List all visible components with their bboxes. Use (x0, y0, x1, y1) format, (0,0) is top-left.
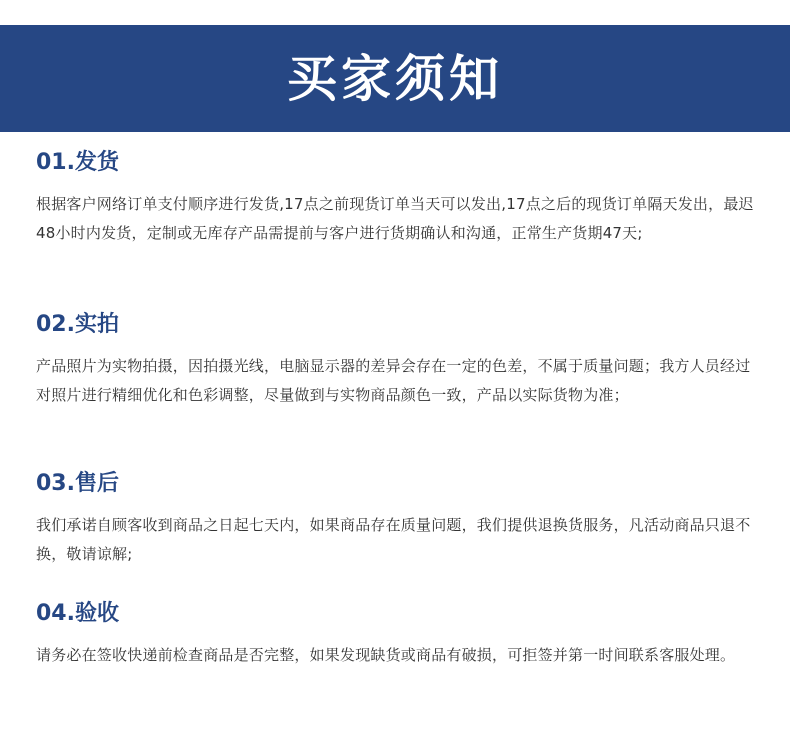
section-body-after-sales: 我们承诺自顾客收到商品之日起七天内，如果商品存在质量问题，我们提供退换货服务，凡活动商品只退不换，敬请谅解; (36, 516, 751, 563)
section-heading-after-sales: 03.售后 (36, 471, 119, 496)
section-body-real-photos: 产品照片为实物拍摄，因拍摄光线，电脑显示器的差异会存在一定的色差，不属于质量问题；我方人员经过对照片进行精细优化和色彩调整，尽量做到与实物商品颜色一致，产品以实际货物为准； (36, 357, 751, 404)
section-heading-inspection: 04.验收 (36, 601, 119, 626)
title-banner (0, 25, 790, 132)
section-after-sales (36, 468, 756, 569)
section-heading-real-photos: 02.实拍 (36, 312, 119, 337)
section-real-photos (36, 309, 756, 410)
section-body-shipping: 根据客户网络订单支付顺序进行发货,17点之前现货订单当天可以发出,17点之后的现货订单隔天发出，最迟48小时内发货，定制或无库存产品需提前与客户进行货期确认和沟通，正常生产货期47天; (36, 195, 754, 242)
section-heading-shipping: 01.发货 (36, 150, 119, 175)
section-body-inspection: 请务必在签收快递前检查商品是否完整，如果发现缺货或商品有破损，可拒签并第一时间联系客服处理。 (36, 646, 736, 664)
page-title: 买家须知 (287, 49, 503, 108)
section-shipping (36, 147, 756, 248)
section-inspection (36, 598, 756, 670)
